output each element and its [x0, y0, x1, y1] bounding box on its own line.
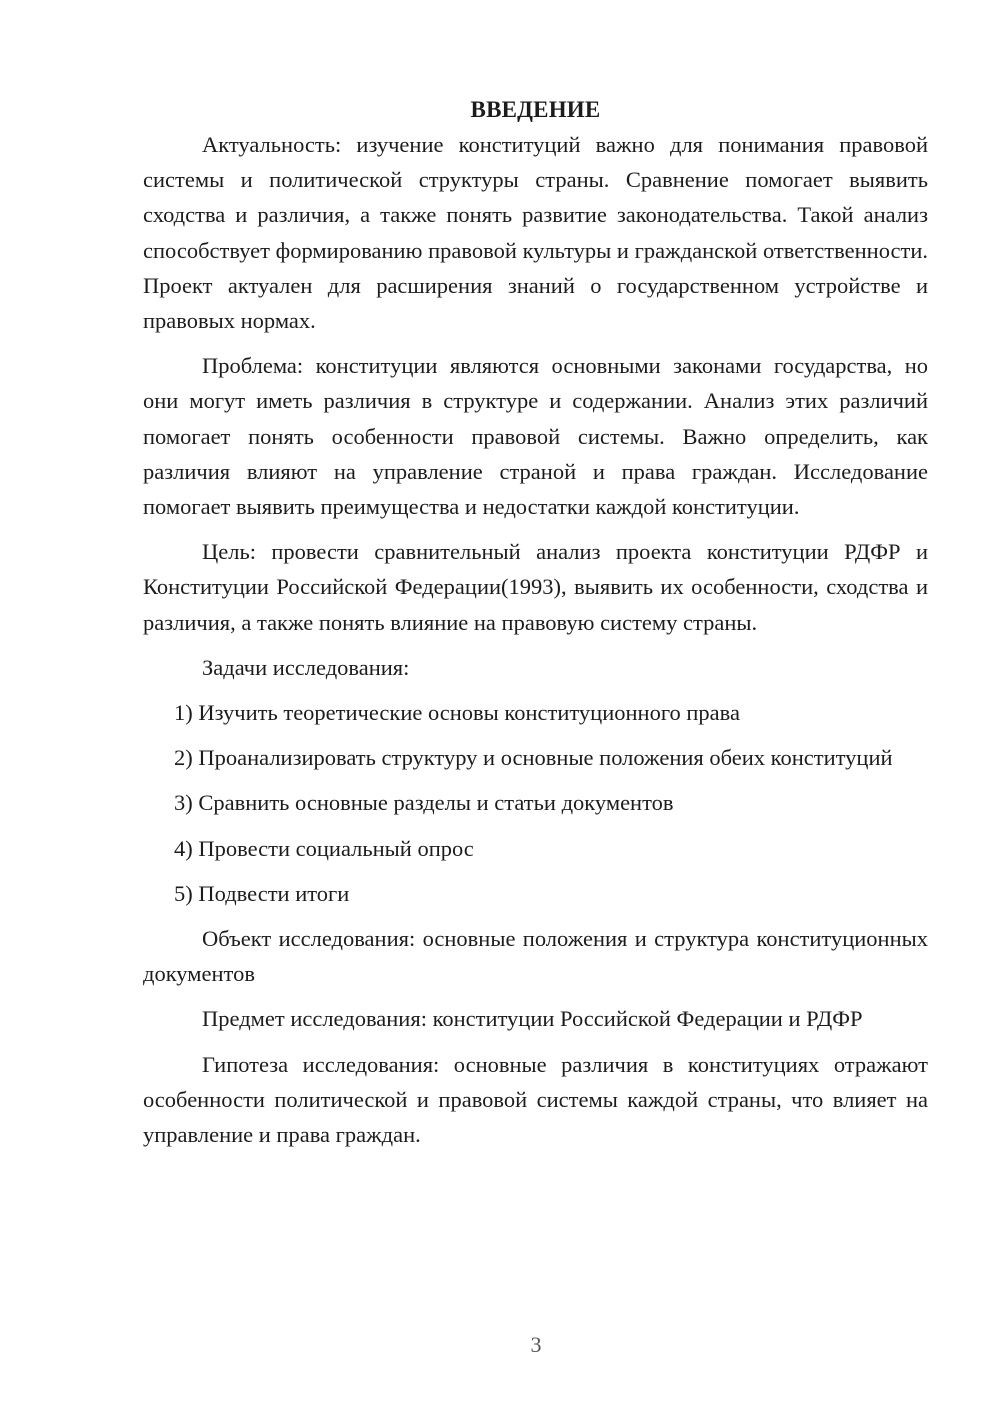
problem-paragraph: Проблема: конституции являются основными законами государства, но они могут иметь различия в структуре и содержании. Анализ этих различий помогает понять особенности правовой системы. Важно определить, как различия влияют на управление страной и права граждан. Исследование помогает выявить преимущества и недостатки каждой конституции.: [143, 353, 928, 520]
task-item: 1) Изучить теоретические основы конституционного права: [174, 700, 740, 726]
hypothesis-paragraph: Гипотеза исследования: основные различия в конституциях отражают особенности политической и правовой системы каждой страны, что влияет на управление и права граждан.: [143, 1051, 928, 1148]
task-item: 2) Проанализировать структуру и основные положения обеих конституций: [174, 745, 893, 771]
subject-paragraph: Предмет исследования: конституции Российской Федерации и РДФР: [202, 1006, 863, 1032]
page-number: 3: [530, 1332, 542, 1357]
task-item: 5) Подвести итоги: [174, 880, 350, 906]
relevance-paragraph: Актуальность: изучение конституций важно для понимания правовой системы и политической структуры страны. Сравнение помогает выявить сходства и различия, а также понять развитие законодательства. Такой анализ способствует формированию правовой культуры и гражданской ответственности. Проект актуален для расширения знаний о государственном устройстве и правовых нормах.: [143, 132, 928, 334]
task-item: 3) Сравнить основные разделы и статьи документов: [174, 790, 674, 816]
goal-paragraph: Цель: провести сравнительный анализ проекта конституции РДФР и Конституции Российской Федерации(1993), выявить их особенности, сходства и различия, а также понять влияние на правовую систему страны.: [143, 539, 928, 635]
page-title: ВВЕДЕНИЕ: [470, 97, 601, 122]
tasks-heading: Задачи исследования:: [202, 654, 410, 680]
document-page: [143, 92, 928, 1162]
task-item: 4) Провести социальный опрос: [174, 835, 474, 861]
object-paragraph: Объект исследования: основные положения и структура конституционных документов: [143, 926, 928, 987]
